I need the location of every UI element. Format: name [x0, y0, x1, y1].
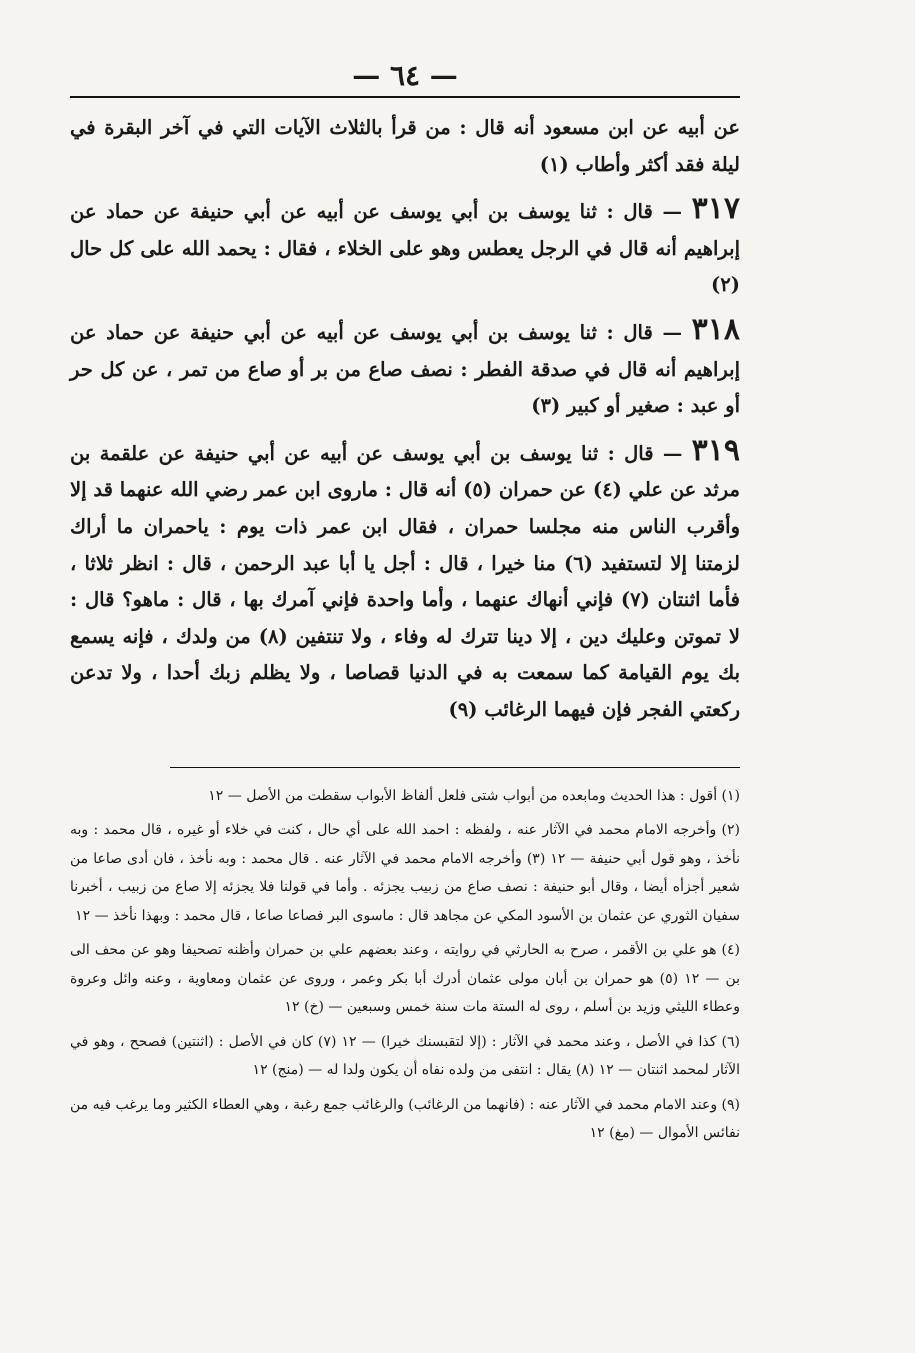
paragraph-317 [70, 191, 740, 304]
footnote: (٤) هو علي بن الأقمر ، صرح به الحارثي في روايته ، وعند بعضهم علي بن حمران وأظنه تصحيفا وهو عن محف الى بن — ١٢ (٥) هو حمران بن أبان مولى عثمان أدرك أبا بكر وعمر ، وروى عن عثمان ومعاوية ، وعنه وائل وعروة وعطاء الليثي وزيد بن أسلم ، روى له الستة مات سنة خمس وسبعين — (خ) ١٢ [70, 942, 740, 1015]
paragraph-318 [70, 312, 740, 425]
paragraph-text: — قال : ثنا يوسف بن أبي يوسف عن أبيه عن أبي حنيفة عن حماد عن إبراهيم أنه قال في الرجل يعطس وهو على الخلاء ، فقال : يحمد الله على كل حال (٢) [70, 200, 740, 297]
paragraph-text: — قال : ثنا يوسف بن أبي يوسف عن أبيه عن أبي حنيفة عن حماد عن إبراهيم أنه قال في صدقة الفطر : نصف صاع من بر أو صاع من تمر ، عن كل حر أو عبد : صغير أو كبير (٣) [70, 320, 740, 418]
paragraph-text: عن أبيه عن ابن مسعود أنه قال : من قرأ بالثلاث الآيات التي في آخر البقرة في ليلة فقد أكثر وأطاب (١) [70, 116, 740, 176]
footnote: (٢) وأخرجه الامام محمد في الآثار عنه ، ولفظه : احمد الله على أي حال ، كنت في خلاء أو غيره ، قال محمد : وبه نأخذ ، وهو قول أبي حنيفة — ١٢ (٣) وأخرجه الامام محمد في الآثار عنه . قال محمد : وبه نأخذ ، فان أدى صاعا من شعير أجزأه أيضا ، وقال أبو حنيفة : نصف صاع من زبيب يجزئه . وأما في قولنا فلا يجزئه إلا صاع من زبيب ، أخبرنا سفيان الثوري عن عثمان بن الأسود المكي عن مجاهد قال : ماسوى البر فصاعا صاعا ، قال محمد : وبهذا نأخذ — ١٢ [70, 822, 740, 924]
hadith-number: ٣١٩ [691, 432, 741, 468]
header-rule [70, 96, 740, 98]
main-text [70, 110, 740, 729]
footnote-rule [170, 767, 740, 768]
hadith-number: ٣١٨ [691, 311, 740, 347]
paragraph-continuation [70, 110, 740, 183]
book-page [70, 58, 740, 1154]
page-number: — ٦٤ — [352, 59, 458, 92]
footnote: (١) أقول : هذا الحديث ومابعده من أبواب شتى فلعل ألفاظ الأبواب سقطت من الأصل — ١٢ [208, 787, 740, 804]
footnote: (٦) كذا في الأصل ، وعند محمد في الآثار : (إلا لتقبسنك خيرا) — ١٢ (٧) كان في الأصل : (اثنتين) فصحح ، وهو في الآثار لمحمد اثنتان — ١٢ (٨) يقال : انتفى من ولده نفاه أن يكون ولدا له — (منج) ١٢ [70, 1033, 741, 1078]
hadith-number: ٣١٧ [691, 191, 740, 227]
footnote: (٩) وعند الامام محمد في الآثار عنه : (فانهما من الرغائب) والرغائب جمع رغبة ، وهي العطاء الكثير وما يرغب فيه من نفائس الأموال — (مغ) ١٢ [69, 1096, 740, 1141]
paragraph-text: — قال : ثنا يوسف بن أبي يوسف عن أبيه عن أبي حنيفة عن علقمة بن مرثد عن علي (٤) عن حمران (٥) أنه قال : ماروى ابن عمر رضي الله عنهما قد إلا وأقرب الناس منه مجلسا حمران ، فقال ابن عمر ذات يوم : ياحمران ما أراك لزمتنا إلا لتستفيد (٦) منا خيرا ، قال : أجل يا أبا عبد الرحمن ، قال : انظر ثلاثا ، فأما اثنتان (٧) فإني أنهاك عنهما ، وأما واحدة فإني آمرك بها ، قال : ماهو؟ قال : لا تموتن وعليك دين ، إلا دينا تترك له وفاء ، ولا تنتفين (٨) من ولدك ، فإنه يسمع بك يوم القيامة كما سمعت به في الدنيا قصاصا ، ولا يظلم زبك أحدا ، ولا تدعن ركعتي الفجر فإن فيهما الرغائب (٩) [70, 441, 740, 721]
paragraph-319 [70, 433, 740, 729]
footnotes [70, 782, 740, 1148]
